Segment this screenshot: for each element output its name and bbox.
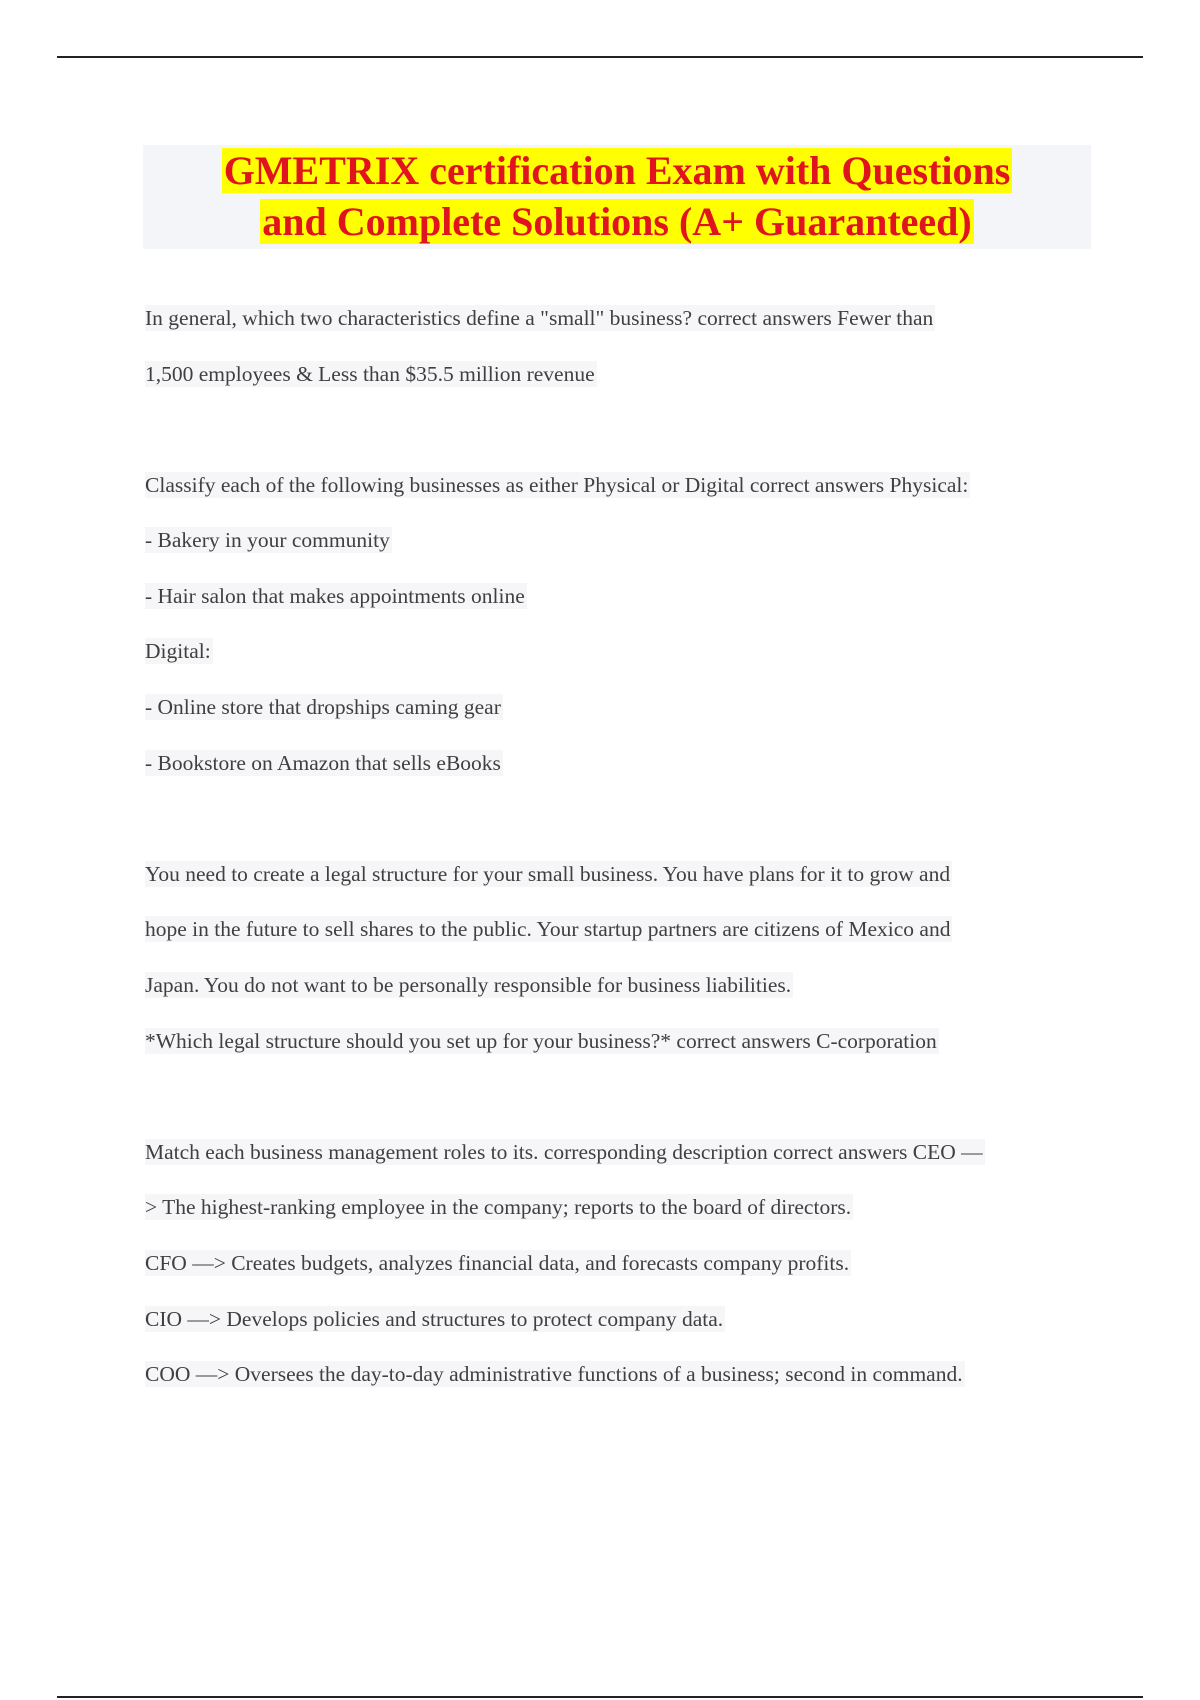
question-2-line-1: Classify each of the following businesses as either Physical or Digital correct answers Physical: xyxy=(145,473,969,497)
question-2-item-4: - Bookstore on Amazon that sells eBooks xyxy=(145,751,501,775)
question-3-line-1: You need to create a legal structure for your small business. You have plans for it to grow and xyxy=(145,862,951,886)
question-2-item-3: - Online store that dropships caming gear xyxy=(145,695,501,719)
question-2-item-1: - Bakery in your community xyxy=(145,528,390,552)
title-line-2: and Complete Solutions (A+ Guaranteed) xyxy=(262,199,972,244)
title-line-1: GMETRIX certification Exam with Questions xyxy=(223,148,1011,193)
bottom-rule xyxy=(57,1696,1143,1698)
question-4-line-4: CIO —> Develops policies and structures to protect company data. xyxy=(145,1307,724,1331)
question-4-line-2: > The highest-ranking employee in the company; reports to the board of directors. xyxy=(145,1195,852,1219)
question-3-line-2: hope in the future to sell shares to the public. Your startup partners are citizens of Mexico and xyxy=(145,917,951,941)
top-rule xyxy=(57,56,1143,58)
question-4-line-1: Match each business management roles to its. corresponding description correct answers CEO — xyxy=(145,1140,983,1164)
question-4-line-3: CFO —> Creates budgets, analyzes financial data, and forecasts company profits. xyxy=(145,1251,850,1275)
question-2-digital-heading: Digital: xyxy=(145,639,211,663)
question-2-item-2: - Hair salon that makes appointments online xyxy=(145,584,525,608)
question-3-line-4: *Which legal structure should you set up for your business?* correct answers C-corporation xyxy=(145,1029,937,1053)
question-4-line-5: COO —> Oversees the day-to-day administrative functions of a business; second in command. xyxy=(145,1362,963,1386)
document-title xyxy=(143,145,1091,249)
question-1-line-1: In general, which two characteristics define a "small" business? correct answers Fewer than xyxy=(145,306,934,330)
question-1-line-2: 1,500 employees & Less than $35.5 million revenue xyxy=(145,362,595,386)
question-3-line-3: Japan. You do not want to be personally responsible for business liabilities. xyxy=(145,973,792,997)
